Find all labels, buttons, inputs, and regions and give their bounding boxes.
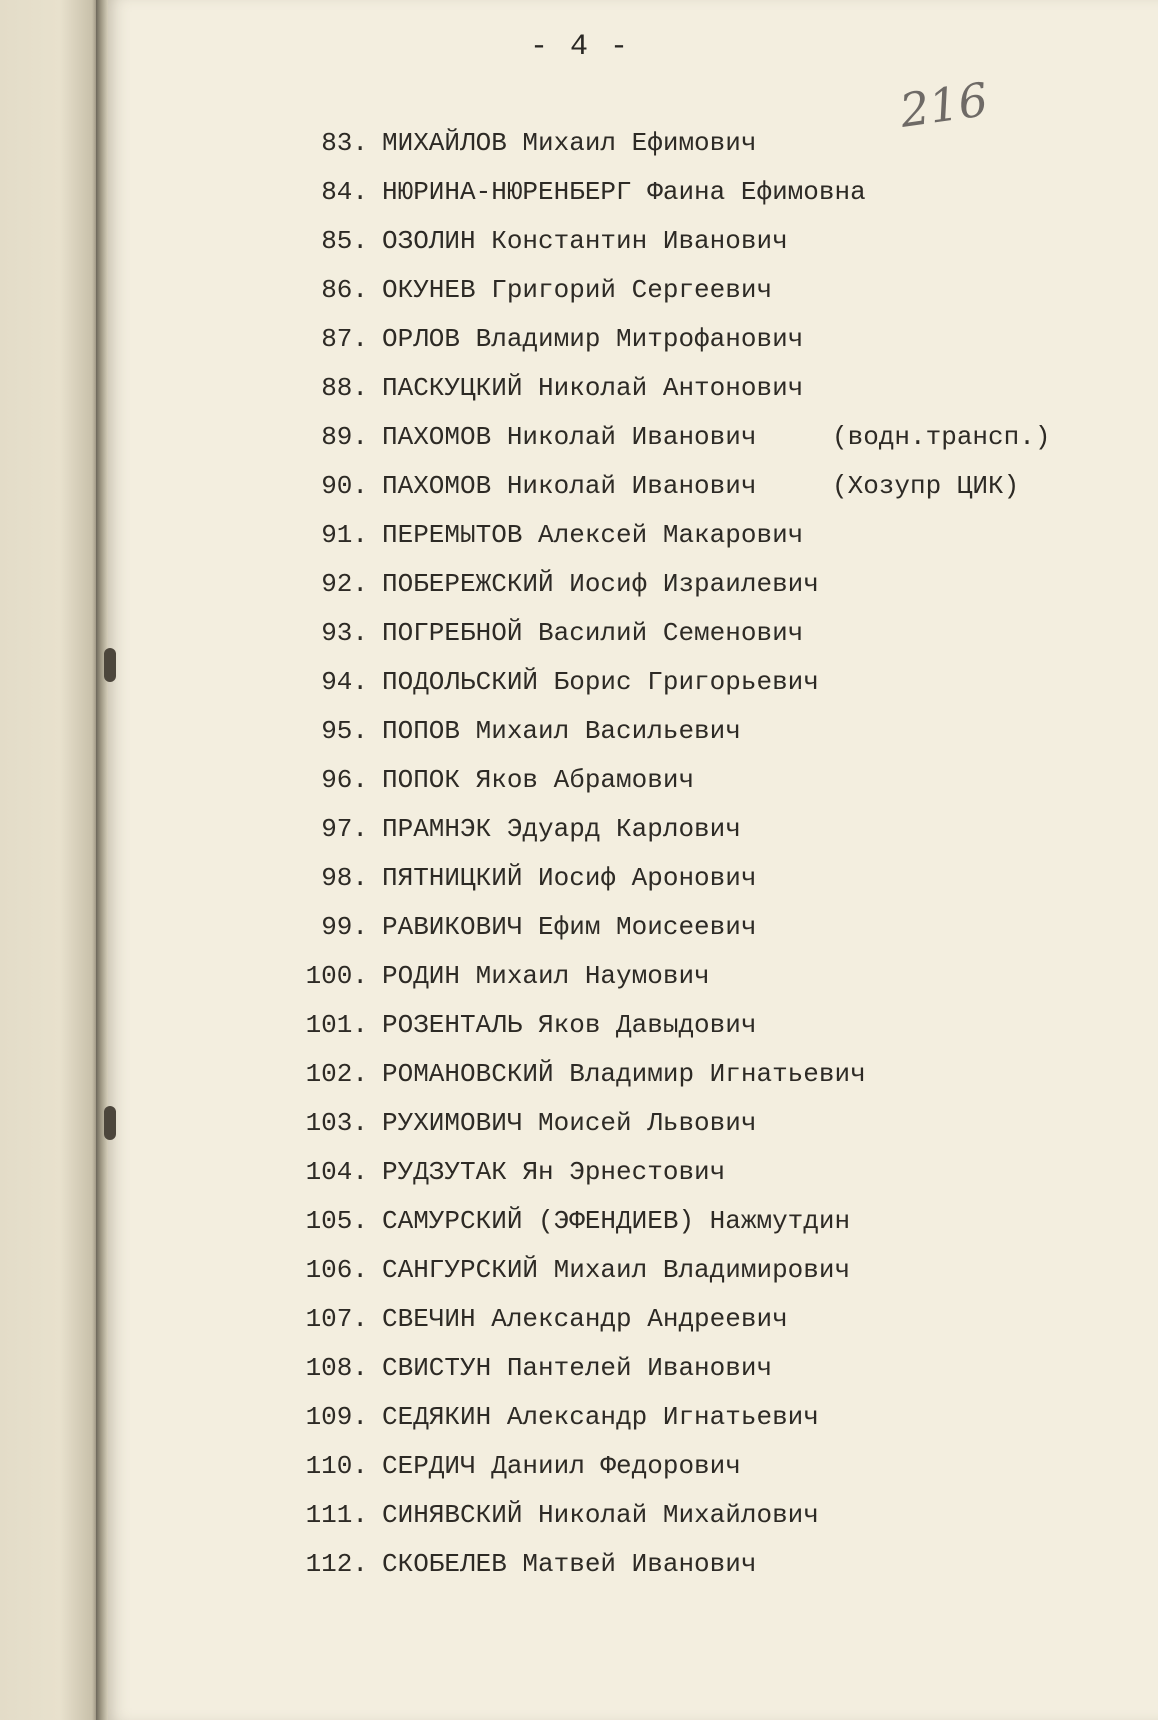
list-item <box>288 1304 1088 1353</box>
list-item <box>288 912 1088 961</box>
entry-number: 106. <box>305 1255 368 1285</box>
entry-number: 99. <box>321 912 368 942</box>
entry-name: ПОПОК Яков Абрамович <box>382 765 695 795</box>
entry-number: 89. <box>321 422 368 452</box>
entry-name: СЕРДИЧ Даниил Федорович <box>382 1451 741 1481</box>
entry-name: ПЯТНИЦКИЙ Иосиф Аронович <box>382 863 757 893</box>
entry-number: 97. <box>321 814 368 844</box>
entry-number: 110. <box>305 1451 368 1481</box>
list-item <box>288 1255 1088 1304</box>
entry-note: (Хозупр ЦИК) <box>832 471 1020 501</box>
entry-note: (водн.трансп.) <box>832 422 1051 452</box>
entry-name: РОМАНОВСКИЙ Владимир Игнатьевич <box>382 1059 866 1089</box>
entry-name: САМУРСКИЙ (ЭФЕНДИЕВ) Нажмутдин <box>382 1206 851 1236</box>
list-item <box>288 1353 1088 1402</box>
list-item <box>288 1206 1088 1255</box>
entry-number: 93. <box>321 618 368 648</box>
list-item <box>288 324 1088 373</box>
list-item <box>288 863 1088 912</box>
entry-number: 95. <box>321 716 368 746</box>
list-item <box>288 716 1088 765</box>
punch-hole-lower <box>104 1106 116 1140</box>
entry-name: ПАХОМОВ Николай Иванович <box>382 471 757 501</box>
list-item <box>288 569 1088 618</box>
list-item <box>288 667 1088 716</box>
list-item <box>288 1108 1088 1157</box>
entry-number: 85. <box>321 226 368 256</box>
list-item <box>288 177 1088 226</box>
list-item <box>288 128 1088 177</box>
list-item <box>288 275 1088 324</box>
entry-number: 101. <box>305 1010 368 1040</box>
entry-name: СКОБЕЛЕВ Матвей Иванович <box>382 1549 757 1579</box>
entry-number: 104. <box>305 1157 368 1187</box>
handwritten-archive-number: 216 <box>896 72 992 138</box>
list-item <box>288 520 1088 569</box>
list-item <box>288 1059 1088 1108</box>
punch-hole-upper <box>104 648 116 682</box>
entry-name: РОДИН Михаил Наумович <box>382 961 710 991</box>
list-item <box>288 471 1088 520</box>
entry-name: РАВИКОВИЧ Ефим Моисеевич <box>382 912 757 942</box>
entry-number: 91. <box>321 520 368 550</box>
entry-name: ОЗОЛИН Константин Иванович <box>382 226 788 256</box>
entry-name: РУХИМОВИЧ Моисей Львович <box>382 1108 757 1138</box>
list-item <box>288 618 1088 667</box>
entry-name: ПАХОМОВ Николай Иванович <box>382 422 757 452</box>
list-item <box>288 373 1088 422</box>
entry-number: 90. <box>321 471 368 501</box>
entry-name: СИНЯВСКИЙ Николай Михайлович <box>382 1500 819 1530</box>
entry-number: 86. <box>321 275 368 305</box>
entry-name: ОКУНЕВ Григорий Сергеевич <box>382 275 773 305</box>
entry-name: ПРАМНЭК Эдуард Карлович <box>382 814 741 844</box>
list-item <box>288 422 1088 471</box>
entry-number: 84. <box>321 177 368 207</box>
entry-name: ПОДОЛЬСКИЙ Борис Григорьевич <box>382 667 819 697</box>
entry-name: МИХАЙЛОВ Михаил Ефимович <box>382 128 757 158</box>
entry-number: 83. <box>321 128 368 158</box>
entry-name: ПОПОВ Михаил Васильевич <box>382 716 741 746</box>
entry-number: 108. <box>305 1353 368 1383</box>
entry-name: НЮРИНА-НЮРЕНБЕРГ Фаина Ефимовна <box>382 177 866 207</box>
list-item <box>288 961 1088 1010</box>
entry-name: ПЕРЕМЫТОВ Алексей Макарович <box>382 520 804 550</box>
entry-name: РОЗЕНТАЛЬ Яков Давыдович <box>382 1010 757 1040</box>
entry-name: САНГУРСКИЙ Михаил Владимирович <box>382 1255 851 1285</box>
list-item <box>288 1402 1088 1451</box>
entry-number: 92. <box>321 569 368 599</box>
entry-name: СВИСТУН Пантелей Иванович <box>382 1353 773 1383</box>
entry-number: 98. <box>321 863 368 893</box>
entry-name: РУДЗУТАК Ян Эрнестович <box>382 1157 726 1187</box>
entry-name: ОРЛОВ Владимир Митрофанович <box>382 324 804 354</box>
list-item <box>288 226 1088 275</box>
entry-number: 94. <box>321 667 368 697</box>
entry-name: СВЕЧИН Александр Андреевич <box>382 1304 788 1334</box>
entry-number: 100. <box>305 961 368 991</box>
entry-number: 111. <box>305 1500 368 1530</box>
entry-number: 102. <box>305 1059 368 1089</box>
page-number: - 4 - <box>530 30 631 64</box>
list-item <box>288 1451 1088 1500</box>
list-item <box>288 1157 1088 1206</box>
name-list <box>288 128 1088 1598</box>
entry-number: 87. <box>321 324 368 354</box>
list-item <box>288 1549 1088 1598</box>
list-item <box>288 765 1088 814</box>
entry-name: ПОБЕРЕЖСКИЙ Иосиф Израилевич <box>382 569 819 599</box>
entry-number: 103. <box>305 1108 368 1138</box>
entry-number: 107. <box>305 1304 368 1334</box>
entry-name: ПОГРЕБНОЙ Василий Семенович <box>382 618 804 648</box>
previous-page-edge <box>0 0 100 1720</box>
entry-number: 112. <box>305 1549 368 1579</box>
entry-number: 105. <box>305 1206 368 1236</box>
entry-number: 96. <box>321 765 368 795</box>
list-item <box>288 1500 1088 1549</box>
entry-name: ПАСКУЦКИЙ Николай Антонович <box>382 373 804 403</box>
entry-name: СЕДЯКИН Александр Игнатьевич <box>382 1402 819 1432</box>
list-item <box>288 1010 1088 1059</box>
entry-number: 88. <box>321 373 368 403</box>
list-item <box>288 814 1088 863</box>
entry-number: 109. <box>305 1402 368 1432</box>
